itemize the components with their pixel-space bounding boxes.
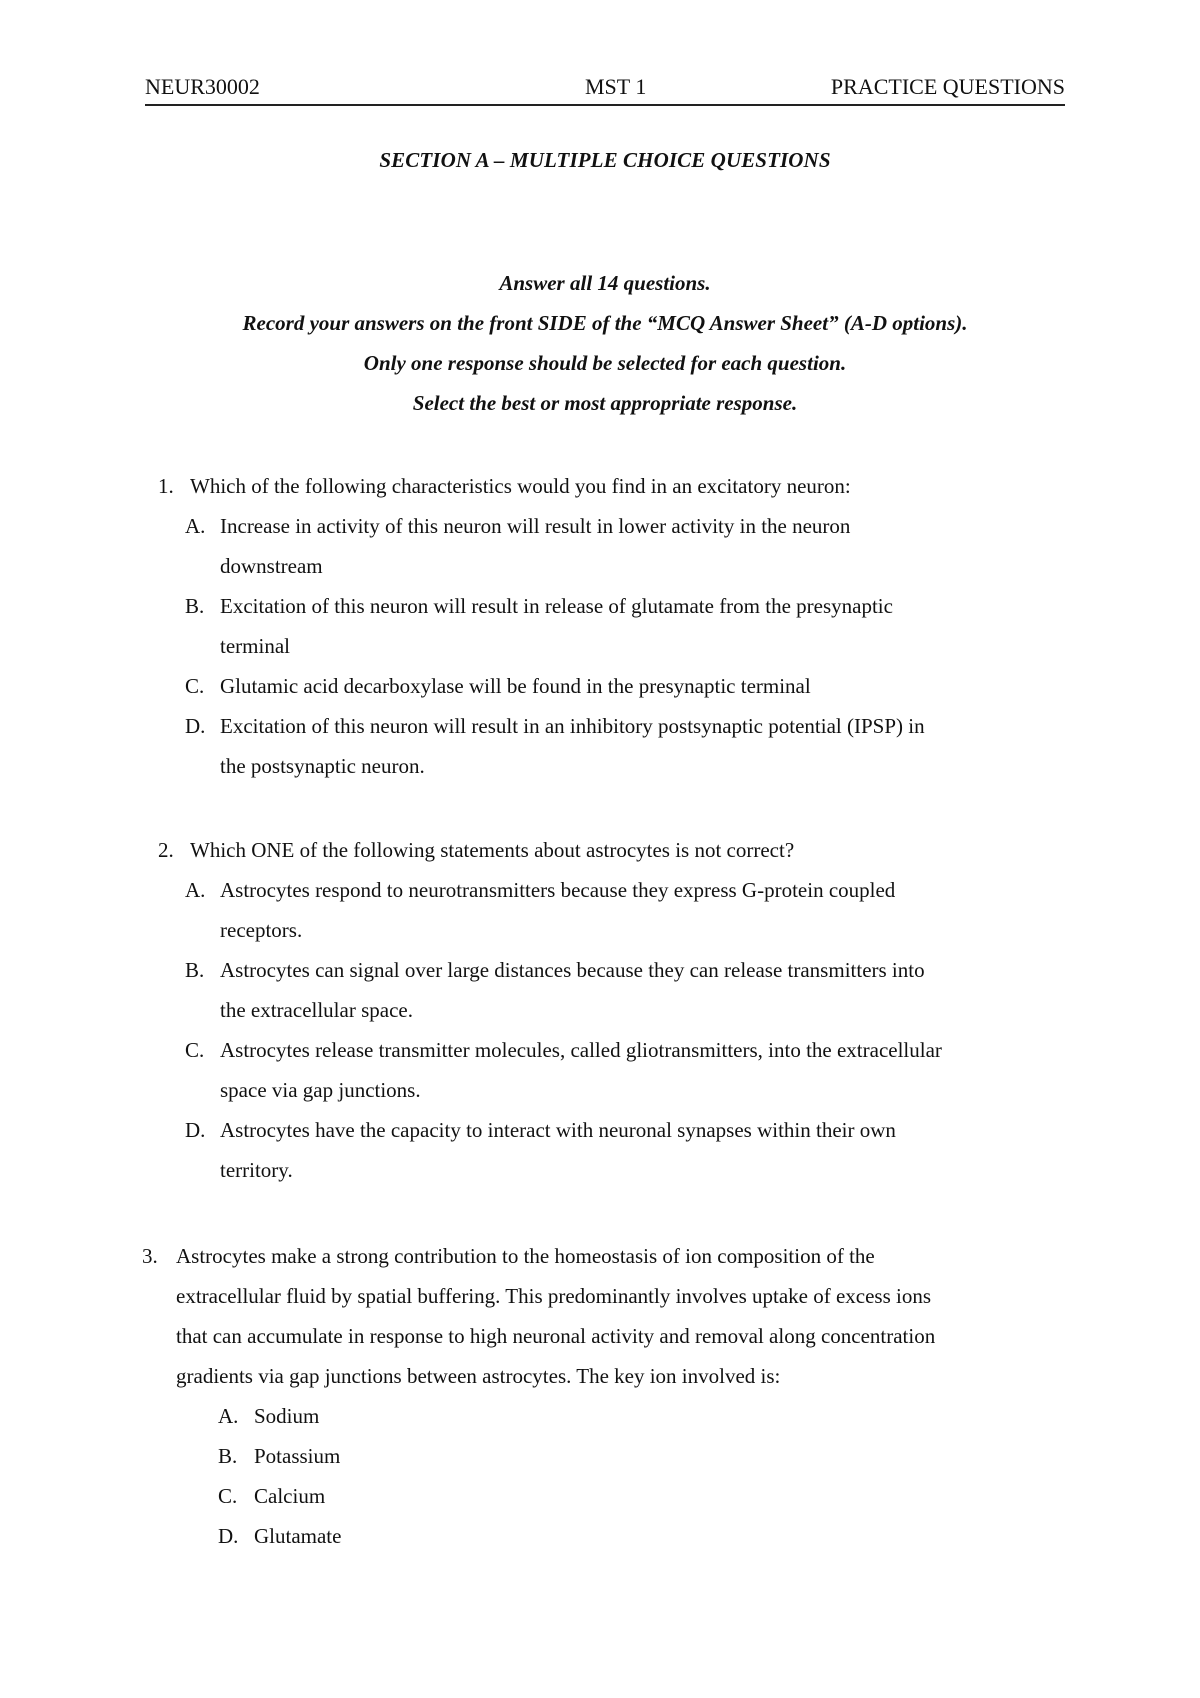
question-1	[158, 466, 1078, 786]
option-text: Excitation of this neuron will result in an inhibitory postsynaptic potential (IPSP) in	[220, 714, 925, 738]
question-2	[158, 830, 1078, 1190]
instructions	[0, 270, 1200, 430]
exam-name: MST 1	[585, 74, 647, 99]
question-stem	[158, 830, 1078, 870]
option-c[interactable]	[218, 1476, 1082, 1516]
question-number: 3.	[142, 1244, 158, 1268]
question-text: Which ONE of the following statements about astrocytes is not correct?	[190, 838, 795, 862]
option-d[interactable]	[185, 706, 1078, 786]
option-letter: B.	[218, 1444, 238, 1468]
instruction-line: Only one response should be selected for each question.	[363, 351, 847, 375]
question-text: Astrocytes make a strong contribution to the homeostasis of ion composition of the	[176, 1244, 875, 1268]
option-text: Excitation of this neuron will result in release of glutamate from the presynaptic	[220, 594, 893, 618]
option-letter: C.	[185, 1038, 205, 1062]
option-text: Calcium	[254, 1484, 326, 1508]
option-list	[218, 1396, 1082, 1556]
question-stem	[158, 466, 1078, 506]
question-text: extracellular fluid by spatial buffering. This predominantly involves uptake of excess ions	[176, 1284, 932, 1308]
option-d[interactable]	[185, 1110, 1078, 1190]
option-text: receptors.	[220, 918, 303, 942]
question-text: gradients via gap junctions between astrocytes. The key ion involved is:	[176, 1364, 781, 1388]
section-title: SECTION A – MULTIPLE CHOICE QUESTIONS	[379, 148, 831, 172]
course-code: NEUR30002	[145, 74, 260, 99]
option-text: Astrocytes respond to neurotransmitters because they express G-protein coupled	[220, 878, 896, 902]
instruction-line: Select the best or most appropriate response.	[412, 391, 798, 415]
option-text: Increase in activity of this neuron will result in lower activity in the neuron	[220, 514, 851, 538]
option-text: the postsynaptic neuron.	[220, 754, 425, 778]
instruction-line: Record your answers on the front SIDE of the “MCQ Answer Sheet” (A-D options).	[242, 311, 968, 335]
option-b[interactable]	[185, 586, 1078, 666]
instruction-line: Answer all 14 questions.	[499, 271, 711, 295]
option-text: Astrocytes have the capacity to interact with neuronal synapses within their own	[220, 1118, 896, 1142]
option-list	[185, 870, 1078, 1190]
option-text: space via gap junctions.	[220, 1078, 421, 1102]
option-text: Astrocytes release transmitter molecules, called gliotransmitters, into the extracellular	[220, 1038, 942, 1062]
question-text: that can accumulate in response to high neuronal activity and removal along concentration	[176, 1324, 936, 1348]
option-c[interactable]	[185, 666, 1078, 706]
option-a[interactable]	[218, 1396, 1082, 1436]
option-text: Glutamate	[254, 1524, 342, 1548]
option-b[interactable]	[218, 1436, 1082, 1476]
option-a[interactable]	[185, 506, 1078, 586]
option-letter: D.	[185, 714, 206, 738]
option-text: territory.	[220, 1158, 293, 1182]
option-letter: B.	[185, 958, 205, 982]
option-d[interactable]	[218, 1516, 1082, 1556]
option-text: downstream	[220, 554, 323, 578]
option-letter: A.	[185, 878, 206, 902]
question-number: 1.	[158, 474, 174, 498]
option-a[interactable]	[185, 870, 1078, 950]
option-text: Sodium	[254, 1404, 320, 1428]
option-letter: B.	[185, 594, 205, 618]
option-text: Glutamic acid decarboxylase will be found in the presynaptic terminal	[220, 674, 811, 698]
question-stem	[142, 1236, 1082, 1396]
option-letter: D.	[218, 1524, 239, 1548]
question-3	[142, 1236, 1082, 1556]
option-text: the extracellular space.	[220, 998, 413, 1022]
option-text: terminal	[220, 634, 290, 658]
option-list	[185, 506, 1078, 786]
option-b[interactable]	[185, 950, 1078, 1030]
question-number: 2.	[158, 838, 174, 862]
page-header	[145, 70, 1065, 106]
option-text: Potassium	[254, 1444, 341, 1468]
question-text: Which of the following characteristics would you find in an excitatory neuron:	[190, 474, 851, 498]
option-letter: C.	[218, 1484, 238, 1508]
option-letter: C.	[185, 674, 205, 698]
option-letter: A.	[185, 514, 206, 538]
option-letter: A.	[218, 1404, 239, 1428]
option-text: Astrocytes can signal over large distances because they can release transmitters into	[220, 958, 925, 982]
option-c[interactable]	[185, 1030, 1078, 1110]
option-letter: D.	[185, 1118, 206, 1142]
document-type: PRACTICE QUESTIONS	[830, 74, 1065, 99]
